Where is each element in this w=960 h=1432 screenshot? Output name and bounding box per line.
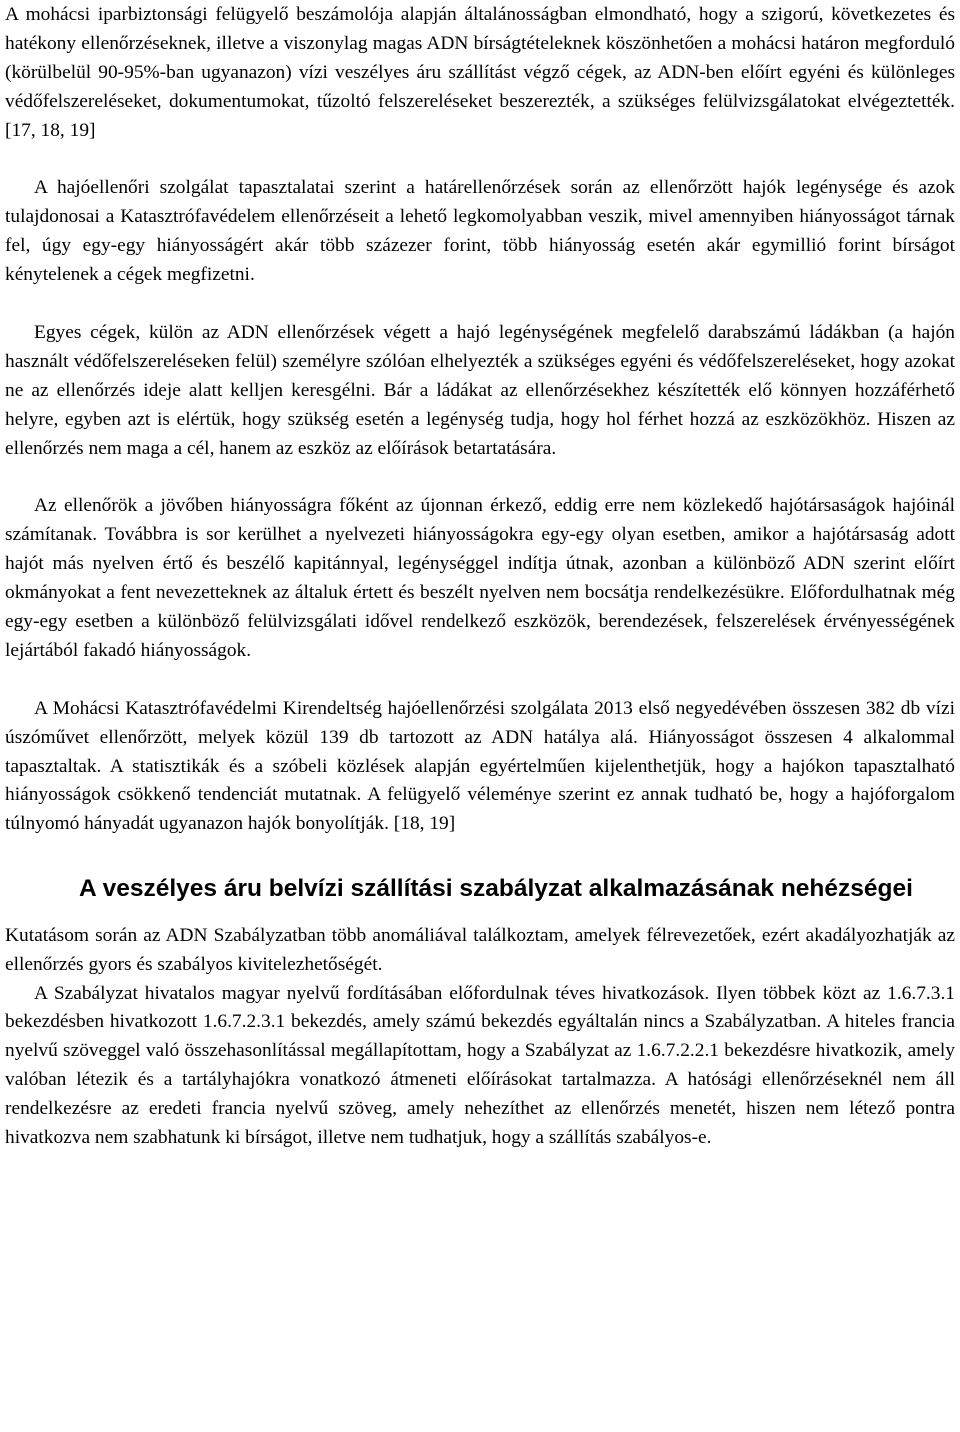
paragraph: Az ellenőrök a jövőben hiányosságra főként az újonnan érkező, eddig erre nem közlekedő hajótársaságok hajóinál számítanak. Továbbra is sor kerülhet a nyelvezeti hiányosságokra egy-egy olyan esetben, amikor a hajótársaság adott hajót más nyelven értő és beszélő kapitánnyal, legénységgel indítja útnak, azonban a különböző ADN szerint előírt okmányokat a fent nevezetteknek az általuk értett és beszélt nyelven nem bocsátja rendelkezésükre. Előfordulhatnak még egy-egy esetben a különböző felülvizsgálati idővel rendelkező eszközök, berendezések, felszerelések érvényességének lejártából fakadó hiányosságok. bbox=[5, 495, 955, 661]
paragraph: Kutatásom során az ADN Szabályzatban több anomáliával találkoztam, amelyek félrevezetőek, ezért akadályozhatják az ellenőrzés gyors és szabályos kivitelezhetőségét. bbox=[5, 924, 955, 975]
paragraph: Egyes cégek, külön az ADN ellenőrzések végett a hajó legénységének megfelelő darabszámú ládákban (a hajón használt védőfelszereléseken felül) személyre szólóan elhelyezték a szükséges egyéni és védőfelszereléseket, hogy azokat ne az ellenőrzés ideje alatt kelljen keresgélni. Bár a ládákat az ellenőrzésekhez készítették elő könnyen hozzáférhető helyre, egyben azt is elértük, hogy szükség esetén a legénység tudja, hogy hol férhet hozzá az eszközökhöz. Hiszen az ellenőrzés nem maga a cél, hanem az eszköz az előírások betartatására. bbox=[5, 321, 955, 459]
document-page bbox=[5, 0, 955, 1153]
paragraph: A Szabályzat hivatalos magyar nyelvű fordításában előfordulnak téves hivatkozások. Ilyen többek közt az 1.6.7.3.1 bekezdésben hivatkozott 1.6.7.2.3.1 bekezdés, amely számú bekezdés egyáltalán nincs a Szabályzatban. A hiteles francia nyelvű szöveggel való összehasonlítással megállapítottam, hogy a Szabályzat az 1.6.7.2.2.1 bekezdésre hivatkozik, amely valóban létezik és a tartályhajókra vonatkozó átmeneti előírásokat tartalmazza. A hatósági ellenőrzéseknél nem áll rendelkezésre az eredeti francia nyelvű szöveg, amely nehezíthet az ellenőrzés menetét, hiszen nem létező pontra hivatkozva nem szabhatunk ki bírságot, illetve nem tudhatjuk, hogy a szállítás szabályos-e. bbox=[5, 982, 955, 1149]
paragraph: A hajóellenőri szolgálat tapasztalatai szerint a határellenőrzések során az ellenőrzött hajók legénysége és azok tulajdonosai a Katasztrófavédelem ellenőrzéseit a lehető legkomolyabban veszik, mivel amennyiben hiányosságot tárnak fel, úgy egy-egy hiányosságért akár több százezer forint, több hiányosság esetén akár egymillió forint bírságot kénytelenek a cégek megfizetni. bbox=[5, 177, 955, 286]
paragraph: A Mohácsi Katasztrófavédelmi Kirendeltség hajóellenőrzési szolgálata 2013 első negyedévében összesen 382 db vízi úszóművet ellenőrzött, melyek közül 139 db tartozott az ADN hatálya alá. Hiányosságot összesen 4 alkalommal tapasztaltak. A statisztikák és a szóbeli közlések alapján egyértelműen kijelenthetjük, hogy a hajókon tapasztalható hiányosságok csökkenő tendenciát mutatnak. A felügyelő véleménye szerint ez annak tudható be, hogy a hajóforgalom túlnyomó hányadát ugyanazon hajók bonyolítják. [18, 19] bbox=[5, 697, 955, 835]
section-heading-text: A veszélyes áru belvízi szállítási szabályzat alkalmazásának nehézségei bbox=[79, 875, 913, 903]
section-heading bbox=[5, 871, 955, 908]
paragraph: A mohácsi iparbiztonsági felügyelő beszámolója alapján általánosságban elmondható, hogy a szigorú, következetes és hatékony ellenőrzéseknek, illetve a viszonylag magas ADN bírságtételeknek köszönhetően a mohácsi határon megforduló (körülbelül 90-95%-ban ugyanazon) vízi veszélyes áru szállítást végző cégek, az ADN-ben előírt egyéni és különleges védőfelszereléseket, dokumentumokat, tűzoltó felszereléseket beszerezték, a szükséges felülvizsgálatokat elvégeztették. [17, 18, 19] bbox=[5, 4, 955, 141]
